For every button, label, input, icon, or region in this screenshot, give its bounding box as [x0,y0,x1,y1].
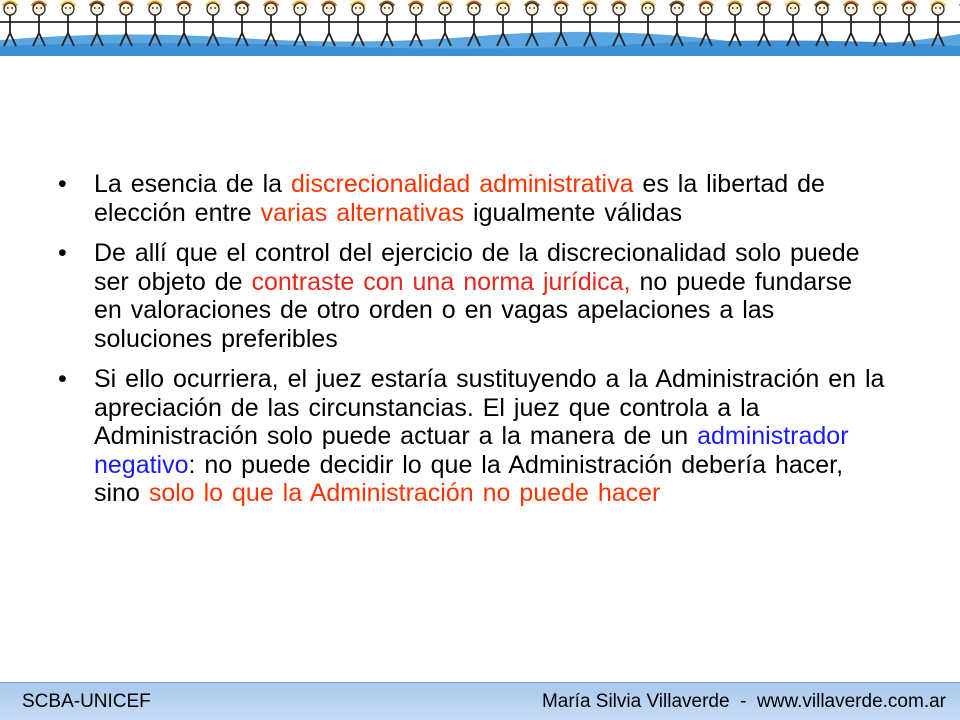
stick-figure-icon [750,2,779,46]
stick-figure-icon [402,2,431,46]
bullet-item [58,365,888,508]
stick-figure-icon [315,2,344,46]
stick-figure-people-chain-icon [0,0,960,56]
highlighted-text: contraste con una norma jurídica, [251,267,631,296]
bullet-item [58,239,888,353]
highlighted-text: administrador negativo [94,422,849,479]
stick-figure-icon [808,2,837,46]
bullet-text: Si ello ocurriera, el juez estaría sustituyendo a la Administración en la apreciación de las circunstancias. El juez que controla a la Administración solo puede actuar a la manera de un [94,365,885,450]
stick-figure-icon [373,2,402,46]
highlighted-text: solo lo que la Administración no puede hacer [148,479,661,507]
bullet-list [58,170,888,508]
stick-figure-icon [344,2,373,46]
stick-figure-icon [721,2,750,46]
footer-bar [0,682,960,720]
bullet-text: De allí que el control del ejercicio de la discrecionalidad solo puede ser objeto de [94,239,860,296]
bullet-text: La esencia de la [94,170,292,198]
slide-content [58,170,888,520]
people-chain-banner [0,0,960,56]
stick-figure-icon [779,2,808,46]
bullet-dot-icon: • [58,239,67,267]
bullet-text: : no puede decidir lo que la Administración debería hacer, sino [94,450,844,507]
bullet-text: es la libertad de elección entre [94,170,825,227]
highlighted-text: varias alternativas [260,198,465,227]
bullet-item [58,170,888,227]
bullet-text: igualmente válidas [464,198,683,227]
bullet-dot-icon: • [58,170,67,198]
stick-figure-icon [837,2,866,46]
highlighted-text: discrecionalidad administrativa [291,170,634,198]
stick-figure-icon [895,2,924,46]
bullet-dot-icon: • [58,365,67,393]
footer-author: María Silvia Villaverde - www.villaverde.com.ar [541,691,946,712]
stick-figure-icon [286,2,315,46]
bullet-text: no puede fundarse en valoraciones de otro orden o en vagas apelaciones a las soluciones preferibles [94,267,853,353]
footer-organization: SCBA-UNICEF [22,691,151,712]
stick-figure-icon [866,2,895,46]
